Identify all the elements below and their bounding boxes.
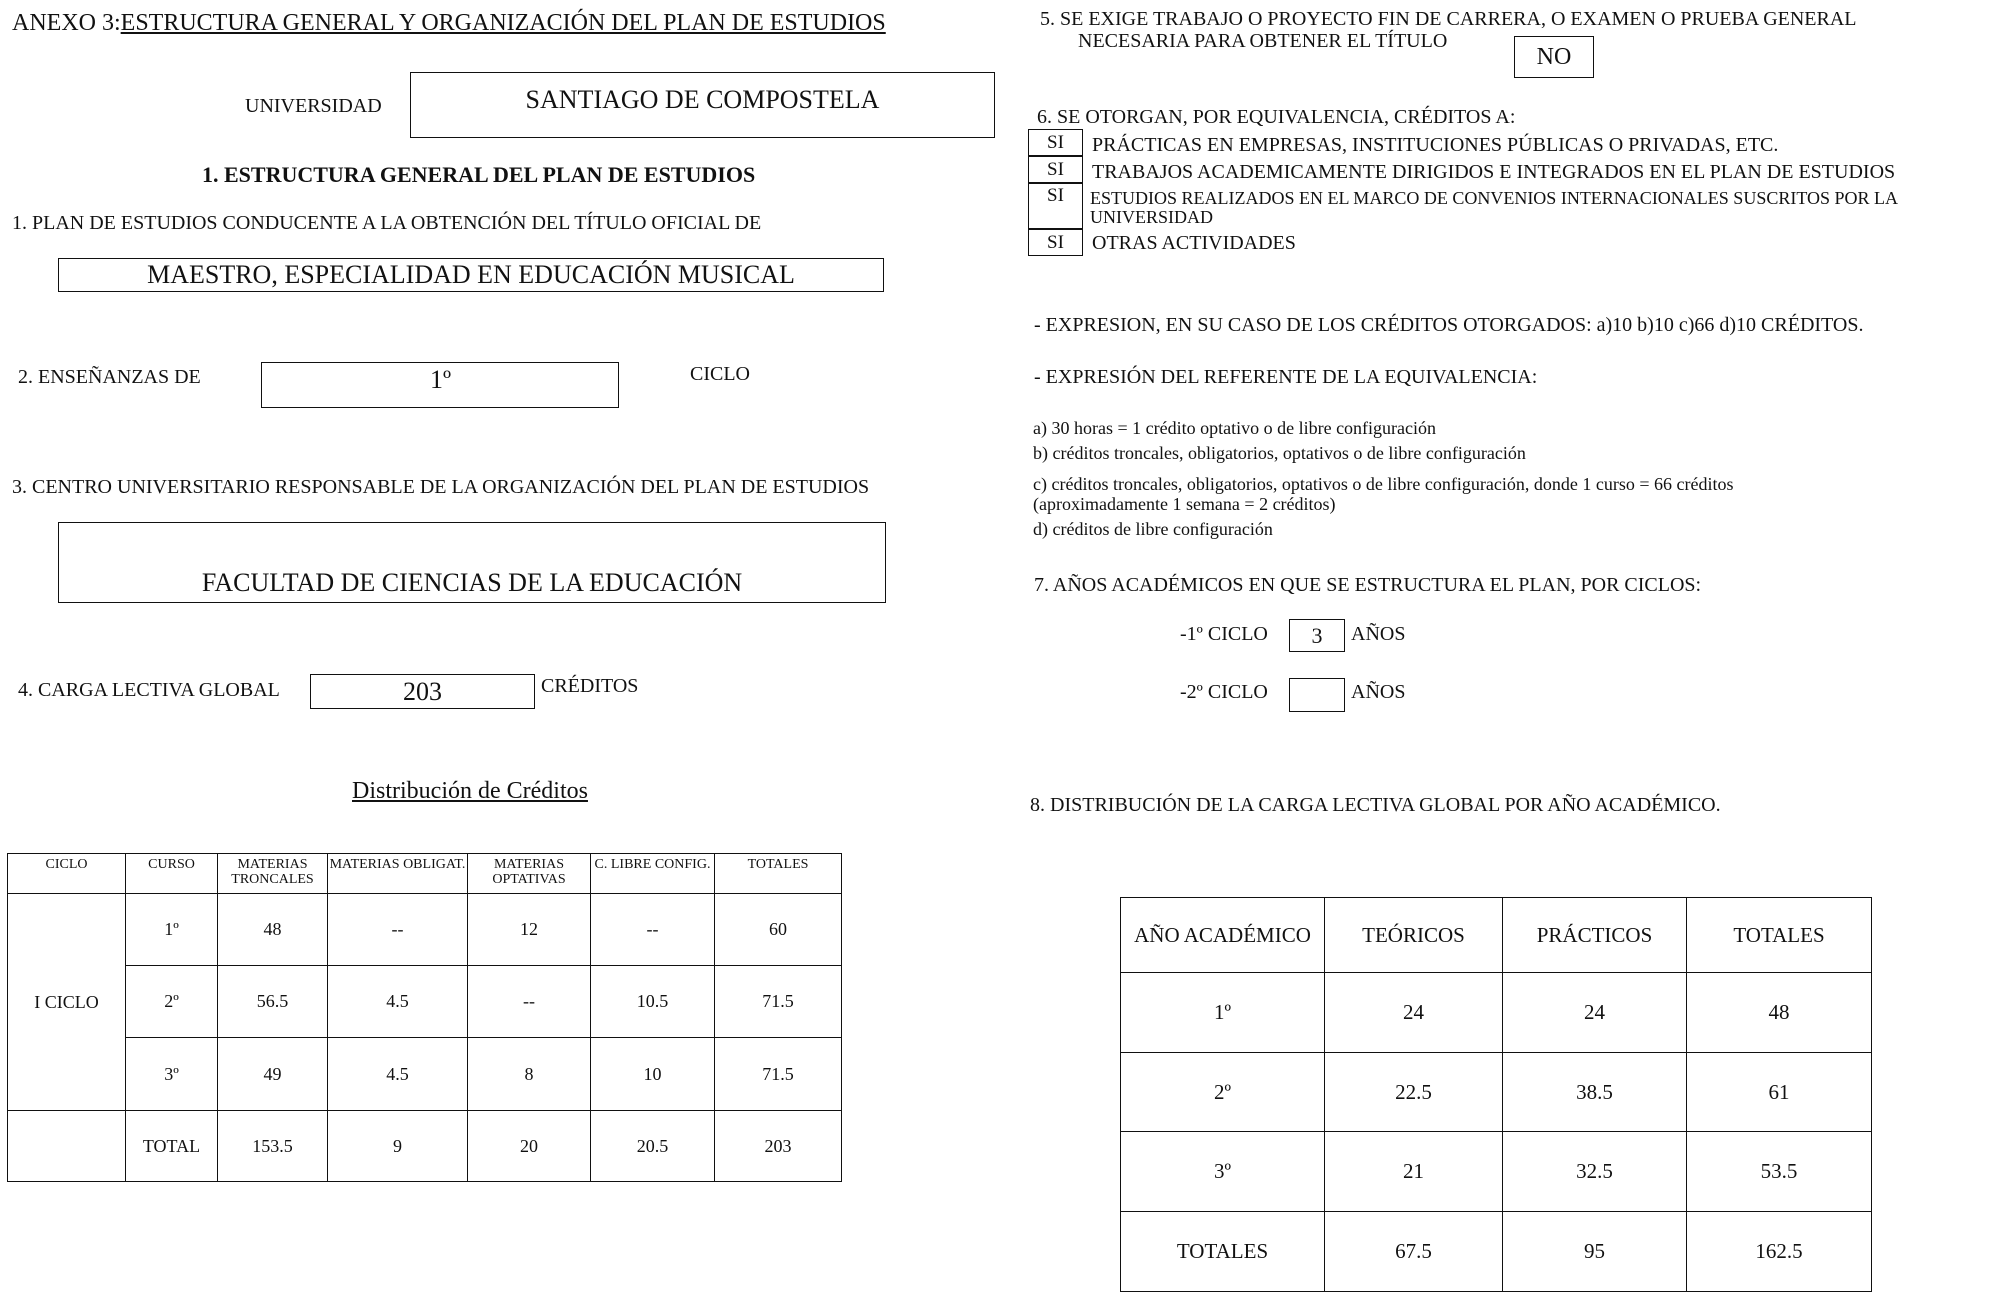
item6-label: 6. SE OTORGAN, POR EQUIVALENCIA, CRÉDITOS A: [1037,106,1516,128]
header-obligatorias: MATERIAS OBLIGAT. [328,854,468,894]
distribution-title: Distribución de Créditos [352,778,588,804]
table-cell: -- [328,894,468,966]
global-load-value: 203 [403,676,442,706]
table-cell: 1º [1121,973,1325,1053]
header-troncales: MATERIAS TRONCALES [218,854,328,894]
item4-suffix: CRÉDITOS [541,675,639,697]
table-cell: 49 [218,1038,328,1111]
cycle2-years-field [1289,678,1345,712]
table-cell: 24 [1325,973,1503,1053]
annex-title: ESTRUCTURA GENERAL Y ORGANIZACIÓN DEL PLAN DE ESTUDIOS [120,10,886,36]
option-1-mark: SI [1028,129,1083,156]
option-3-mark: SI [1028,183,1083,229]
header-practice: PRÁCTICOS [1503,898,1687,973]
table-cell: 60 [715,894,842,966]
table-cell: TOTAL [126,1111,218,1182]
table-cell: 8 [468,1038,591,1111]
table-cell: 61 [1687,1053,1872,1132]
table-cell: 53.5 [1687,1132,1872,1212]
item8-label: 8. DISTRIBUCIÓN DE LA CARGA LECTIVA GLOBAL POR AÑO ACADÉMICO. [1030,794,1721,816]
table-row [8,1038,842,1111]
table-cell: 3º [126,1038,218,1111]
table-cell: 24 [1503,973,1687,1053]
table-cell: 22.5 [1325,1053,1503,1132]
table-header-row [1121,898,1872,973]
header-year: AÑO ACADÉMICO [1121,898,1325,973]
table-cell: 48 [218,894,328,966]
annex-heading [12,10,886,37]
table-cell: 38.5 [1503,1053,1687,1132]
reference-c-cont: (aproximadamente 1 semana = 2 créditos) [1033,494,1336,514]
annex-prefix: ANEXO 3: [12,10,121,36]
item7-label: 7. AÑOS ACADÉMICOS EN QUE SE ESTRUCTURA EL PLAN, POR CICLOS: [1034,574,1702,596]
reference-c: c) créditos troncales, obligatorios, optativos o de libre configuración, donde 1 curso = 66 créditos [1033,474,1734,494]
university-field [410,72,995,138]
cycle1-years-field [1289,619,1345,652]
item2-label: 2. ENSEÑANZAS DE [18,366,201,388]
table-row [1121,1132,1872,1212]
table-cell: 10.5 [591,966,715,1038]
global-load-field [310,674,535,709]
table-row [1121,973,1872,1053]
option-3-text: ESTUDIOS REALIZADOS EN EL MARCO DE CONVENIOS INTERNACIONALES SUSCRITOS POR LA [1090,188,1899,208]
option-1-text: PRÁCTICAS EN EMPRESAS, INSTITUCIONES PÚBLICAS O PRIVADAS, ETC. [1092,134,1779,156]
university-label: UNIVERSIDAD [245,95,382,117]
header-ciclo: CICLO [8,854,126,894]
table-cell: 95 [1503,1212,1687,1292]
header-totals: TOTALES [1687,898,1872,973]
final-project-value: NO [1536,43,1572,70]
table-cell: 162.5 [1687,1212,1872,1292]
table-cell: 203 [715,1111,842,1182]
table-cell: 32.5 [1503,1132,1687,1212]
header-totales: TOTALES [715,854,842,894]
header-libre-config: C. LIBRE CONFIG. [591,854,715,894]
table-cell: 3º [1121,1132,1325,1212]
table-cell: 12 [468,894,591,966]
table-cell: 4.5 [328,966,468,1038]
credits-expression: - EXPRESION, EN SU CASO DE LOS CRÉDITOS OTORGADOS: a)10 b)10 c)66 d)10 CRÉDITOS. [1034,314,1864,336]
section-title: 1. ESTRUCTURA GENERAL DEL PLAN DE ESTUDIOS [202,162,756,187]
item2-suffix: CICLO [690,363,750,385]
table-cell: 21 [1325,1132,1503,1212]
item5-line2: NECESARIA PARA OBTENER EL TÍTULO [1078,30,1448,52]
table-cell: 20 [468,1111,591,1182]
annual-load-table [1120,897,1872,1292]
table-row [8,894,842,966]
option-4-mark: SI [1028,229,1083,256]
cycle1-years-value: 3 [1311,622,1323,648]
option-4-text: OTRAS ACTIVIDADES [1092,232,1296,254]
table-cell: -- [591,894,715,966]
item5-line1: 5. SE EXIGE TRABAJO O PROYECTO FIN DE CARRERA, O EXAMEN O PRUEBA GENERAL [1040,8,1857,30]
table-cell: 9 [328,1111,468,1182]
option-2-text: TRABAJOS ACADEMICAMENTE DIRIGIDOS E INTEGRADOS EN EL PLAN DE ESTUDIOS [1092,161,1896,183]
cycle2-unit: AÑOS [1351,681,1406,703]
cycle1-unit: AÑOS [1351,623,1406,645]
table-total-row [8,1111,842,1182]
option-3-text-cont: UNIVERSIDAD [1090,207,1213,227]
cycle-value: 1º [430,365,452,394]
table-cell: 4.5 [328,1038,468,1111]
cycle-field [261,362,619,408]
option-2-mark: SI [1028,156,1083,183]
item3-label: 3. CENTRO UNIVERSITARIO RESPONSABLE DE LA ORGANIZACIÓN DEL PLAN DE ESTUDIOS [12,476,870,498]
table-row [8,966,842,1038]
table-cell: 2º [1121,1053,1325,1132]
table-cell: -- [468,966,591,1038]
cycle1-label: -1º CICLO [1180,623,1268,645]
item1-label: 1. PLAN DE ESTUDIOS CONDUCENTE A LA OBTENCIÓN DEL TÍTULO OFICIAL DE [12,212,762,234]
reference-a: a) 30 horas = 1 crédito optativo o de libre configuración [1033,418,1437,438]
header-optativas: MATERIAS OPTATIVAS [468,854,591,894]
table-cell [8,1111,126,1182]
reference-b: b) créditos troncales, obligatorios, optativos o de libre configuración [1033,443,1526,463]
table-cell: 48 [1687,973,1872,1053]
reference-label: - EXPRESIÓN DEL REFERENTE DE LA EQUIVALENCIA: [1034,366,1538,388]
table-total-row [1121,1212,1872,1292]
item4-label: 4. CARGA LECTIVA GLOBAL [18,679,280,701]
table-cell: 20.5 [591,1111,715,1182]
table-cell: TOTALES [1121,1212,1325,1292]
table-cell: 71.5 [715,1038,842,1111]
degree-title-value: MAESTRO, ESPECIALIDAD EN EDUCACIÓN MUSICAL [147,260,795,289]
ciclo-cell: I CICLO [8,894,126,1111]
table-cell: 67.5 [1325,1212,1503,1292]
reference-d: d) créditos de libre configuración [1033,519,1273,539]
center-value: FACULTAD DE CIENCIAS DE LA EDUCACIÓN [201,568,743,597]
degree-title-field [58,258,884,292]
table-cell: 71.5 [715,966,842,1038]
header-curso: CURSO [126,854,218,894]
table-cell: 2º [126,966,218,1038]
table-cell: 1º [126,894,218,966]
table-row [1121,1053,1872,1132]
cycle2-label: -2º CICLO [1180,681,1268,703]
credit-distribution-table [7,853,842,1182]
university-value: SANTIAGO DE COMPOSTELA [525,85,880,114]
table-header-row [8,854,842,894]
header-theory: TEÓRICOS [1325,898,1503,973]
final-project-field [1514,36,1594,78]
table-cell: 56.5 [218,966,328,1038]
table-cell: 153.5 [218,1111,328,1182]
table-cell: 10 [591,1038,715,1111]
center-field [58,522,886,603]
